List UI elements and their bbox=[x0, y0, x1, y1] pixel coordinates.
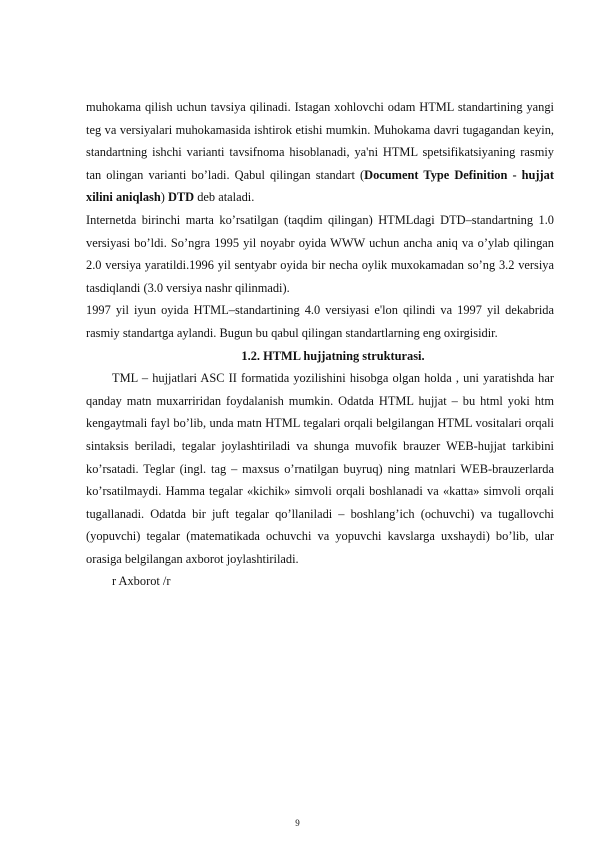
bold-term-dtd-definition: Document Type Definition - hujjat xilini aniqlash bbox=[86, 167, 554, 205]
paragraph-html-structure: TML – hujjatlari ASC II formatida yozilishini hisobga olgan holda , uni yaratishda har qanday matn muxarriridan foydalanish mumkin. Odatda HTML hujjat – bu html yoki htm kengaytmali fayl bo’lib, unda matn HTML tegalari orqali belgilangan HTML vositalari orqali sintaksis beriladi, tegalar joylashtiriladi va shunga muvofik brauzer WEB-hujjat tarkibini ko’rsatadi. Teglar (ingl. tag – maxsus o’rnatilgan buyruq) ning matnlari WEB-brauzerlarda ko’rsatilmaydi. Hamma tegalar «kichik» simvoli orqali boshlanadi va «katta» simvoli orqali tugallanadi. Odatda bir juft tegalar qo’llaniladi – boshlang’ich (ochuvchi) va tugallovchi (yopuvchi) tegalar (matematikada ochuvchi va yopuvchi kavslarga uxshaydi) bo’lib, ular orasiga belgilangan axborot joylashtiriladi. bbox=[86, 371, 554, 566]
bold-term-dtd: DTD bbox=[167, 190, 195, 205]
section-heading: 1.2. HTML hujjatning strukturasi. bbox=[241, 348, 425, 363]
paragraph-text: muhokama qilish uchun tavsiya qilinadi. Istagan xohlovchi odam HTML standartining yangi teg va versiyalari muhokamasida ishtirok etishi mumkin. Muhokama davri tugagandan keyin, standartning ishchi varianti tavsifnoma hisoblanadi, ya'ni HTML spetsifikatsiyaning rasmiy tan olingan varianti bo’ladi. Qabul qilingan standart ( bbox=[86, 100, 554, 182]
page-number: 9 bbox=[295, 818, 300, 828]
paragraph-text: deb ataladi. bbox=[194, 190, 255, 205]
paragraph-dtd-versions: Internetda birinchi marta ko’rsatilgan (taqdim qilingan) HTMLdagi DTD–standartning 1.0 versiyasi bo’ldi. So’ngra 1995 yil noyabr oyida WWW uchun ancha aniq va o’ylab qilingan 2.0 versiya yaratildi.1996 yil sentyabr oyida bir necha oylik muxokamadan so’ng 3.2 versiya tasdiqlandi (3.0 versiya nashr qilinmadi). bbox=[86, 212, 554, 295]
paragraph-text: ) bbox=[160, 190, 168, 205]
paragraph-standard-discussion bbox=[86, 96, 554, 209]
page-content bbox=[86, 96, 554, 593]
paragraph-html4-standard: 1997 yil iyun oyida HTML–standartining 4.0 versiyasi e'lon qilindi va 1997 yil dekabrida rasmiy standartga aylandi. Bugun bu qabul qilingan standartlarning eng oxirgisidir. bbox=[86, 303, 554, 340]
paragraph-tag-example: r Axborot /r bbox=[112, 574, 171, 589]
